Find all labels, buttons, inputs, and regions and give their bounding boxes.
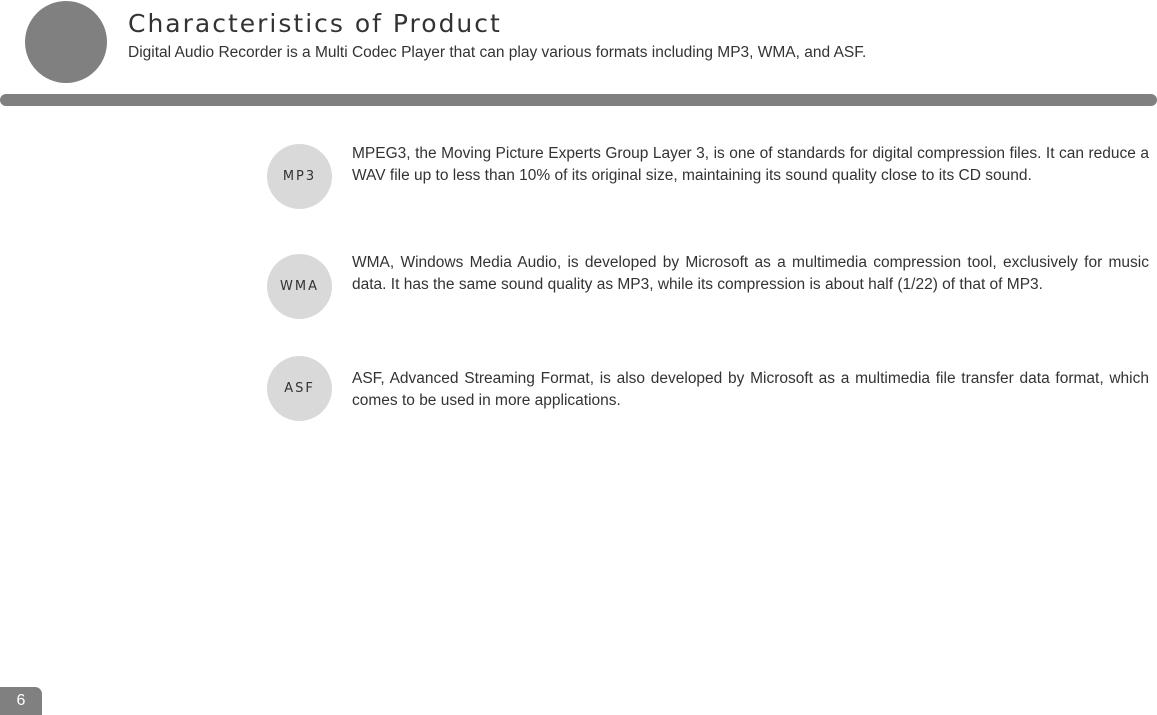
wma-badge: WMA: [267, 254, 332, 319]
mp3-badge: MP3: [267, 144, 332, 209]
page-number: 6: [0, 687, 42, 715]
page-title: Characteristics of Product: [128, 9, 502, 38]
asf-badge: ASF: [267, 356, 332, 421]
wma-description: WMA, Windows Media Audio, is developed by Microsoft as a multimedia compression tool, exclusively for music data. It has the same sound quality as MP3, while its compression is about half (1/22) of that of MP3.: [352, 254, 1149, 293]
mp3-description: MPEG3, the Moving Picture Experts Group Layer 3, is one of standards for digital compression files. It can reduce a WAV file up to less than 10% of its original size, maintaining its sound quality close to its CD sound.: [352, 145, 1149, 184]
page-subtitle: Digital Audio Recorder is a Multi Codec Player that can play various formats including MP3, WMA, and ASF.: [128, 44, 867, 61]
header-circle-decoration: [25, 1, 107, 83]
asf-description: ASF, Advanced Streaming Format, is also developed by Microsoft as a multimedia file transfer data format, which comes to be used in more applications.: [352, 370, 1149, 409]
header-divider: [0, 94, 1157, 106]
